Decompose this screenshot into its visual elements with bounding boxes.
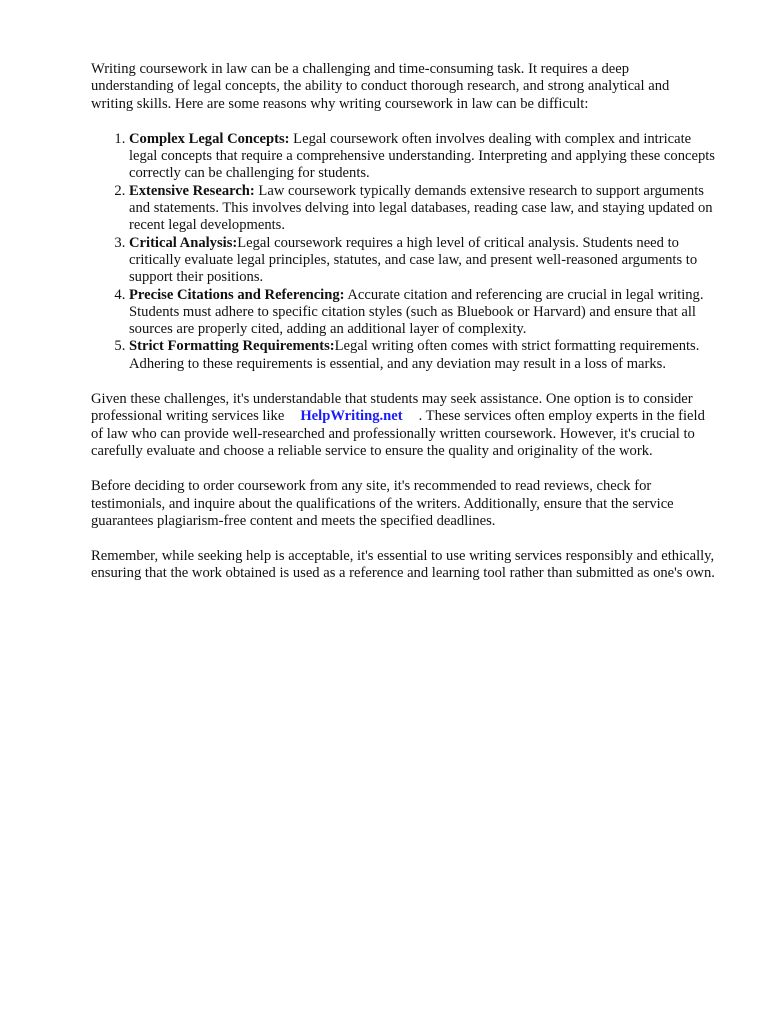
helpwriting-link[interactable]: HelpWriting.net bbox=[300, 408, 403, 425]
reason-text: Law coursework typically demands extensive research to support arguments and statements. This involves delving into legal databases, reading case law, and staying updated on recent legal developments. bbox=[129, 182, 713, 234]
reason-text: Legal coursework often involves dealing with complex and intricate legal concepts that require a comprehensive understanding. Interpreting and applying these concepts correctly can be challenging for students. bbox=[129, 130, 715, 182]
document-page bbox=[91, 61, 715, 583]
reason-term: Extensive Research: bbox=[129, 182, 255, 199]
reason-text: Legal writing often comes with strict formatting requirements. Adhering to these requirements is essential, and any deviation may result in a loss of marks. bbox=[129, 338, 700, 372]
reminder-paragraph: Remember, while seeking help is acceptable, it's essential to use writing services responsibly and ethically, ensuring that the work obtained is used as a reference and learning tool rather than submitted as one's own. bbox=[91, 548, 715, 582]
reason-term: Strict Formatting Requirements: bbox=[129, 338, 335, 355]
list-item bbox=[129, 338, 715, 373]
challenges-paragraph bbox=[91, 391, 715, 460]
reason-term: Precise Citations and Referencing: bbox=[129, 286, 345, 303]
reasons-list bbox=[91, 131, 715, 373]
reason-text: Accurate citation and referencing are crucial in legal writing. Students must adhere to specific citation styles (such as Bluebook or Harvard) and ensure that all sources are properly cited, adding an additional layer of complexity. bbox=[129, 286, 704, 338]
intro-paragraph: Writing coursework in law can be a challenging and time-consuming task. It requires a deep understanding of legal concepts, the ability to conduct thorough research, and strong analytical and writing skills. Here are some reasons why writing coursework in law can be difficult: bbox=[91, 61, 670, 112]
reason-text: Legal coursework requires a high level of critical analysis. Students need to critically evaluate legal principles, statutes, and case law, and present well-reasoned arguments to support their positions. bbox=[129, 234, 698, 286]
reason-term: Complex Legal Concepts: bbox=[129, 130, 290, 147]
challenges-text-after: . These services often employ experts in the field of law who can provide well-researched and professionally written coursework. However, it's crucial to carefully evaluate and choose a reliable service to ensure the quality and originality of the work. bbox=[91, 408, 705, 459]
advice-paragraph: Before deciding to order coursework from any site, it's recommended to read reviews, check for testimonials, and inquire about the qualifications of the writers. Additionally, ensure that the service guarantees plagiarism-free content and meets the specified deadlines. bbox=[91, 478, 674, 529]
challenges-text-before: Given these challenges, it's understandable that students may seek assistance. One option is to consider professional writing services like bbox=[91, 391, 693, 425]
list-item bbox=[129, 183, 715, 235]
list-item bbox=[129, 131, 715, 183]
reason-term: Critical Analysis: bbox=[129, 234, 238, 251]
list-item bbox=[129, 287, 715, 339]
list-item bbox=[129, 235, 715, 287]
